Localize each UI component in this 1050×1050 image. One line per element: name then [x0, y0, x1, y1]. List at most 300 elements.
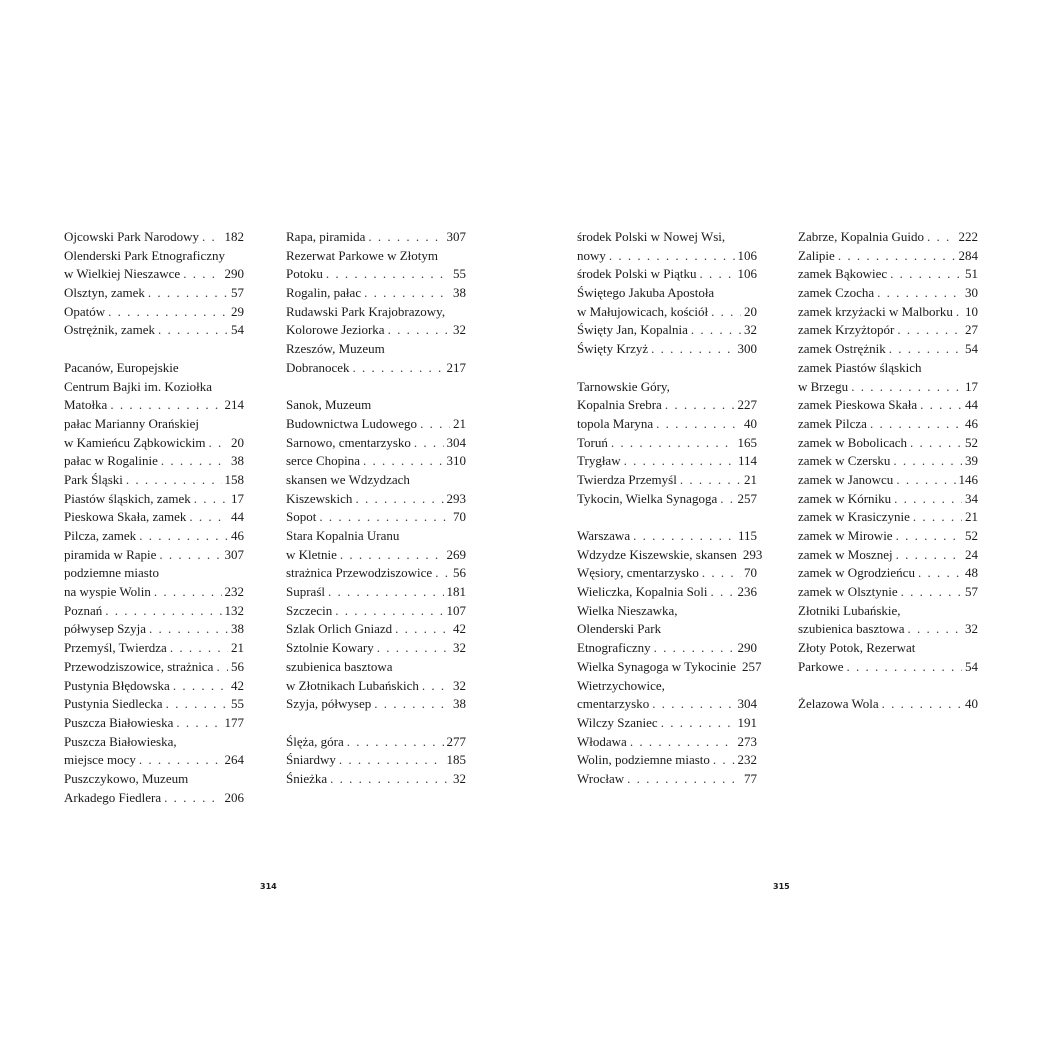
index-entry-term: zamek w Mirowie — [798, 528, 893, 543]
index-entry — [577, 751, 757, 770]
dot-leader — [896, 527, 962, 546]
index-entry-page: 17 — [965, 378, 978, 394]
dot-leader — [202, 228, 221, 247]
index-entry — [286, 508, 466, 527]
index-entry-term: na wyspie Wolin — [64, 584, 151, 600]
index-entry-term: zamek Piastów śląskich — [798, 359, 922, 375]
index-entry-term: zamek w Olsztynie — [798, 584, 898, 600]
index-entry — [286, 677, 466, 696]
dot-leader — [139, 751, 222, 770]
index-entry-continued — [286, 303, 466, 322]
index-entry-page: 39 — [965, 453, 978, 469]
dot-leader — [851, 378, 962, 397]
index-entry — [798, 434, 978, 453]
index-entry-page: 107 — [446, 602, 466, 618]
index-entry — [64, 452, 244, 471]
index-entry-term: Trygław — [577, 453, 621, 469]
index-entry-term: półwysep Szyja — [64, 621, 146, 637]
index-entry-term: w Wielkiej Nieszawce — [64, 266, 181, 282]
index-entry-page: 277 — [446, 733, 466, 749]
dot-leader — [896, 471, 955, 490]
index-entry — [798, 284, 978, 303]
dot-leader — [420, 415, 450, 434]
index-entry-term: Pustynia Siedlecka — [64, 696, 163, 712]
index-entry — [577, 658, 762, 677]
index-entry — [286, 265, 466, 284]
index-entry-term: miejsce mocy — [64, 752, 136, 768]
index-entry-term: Puszcza Białowieska — [64, 714, 174, 730]
index-entry-page: 304 — [737, 696, 757, 712]
dot-leader — [870, 415, 962, 434]
index-entry-term: Arkadego Fiedlera — [64, 789, 162, 805]
index-entry — [577, 415, 757, 434]
dot-leader — [656, 415, 741, 434]
dot-leader — [176, 714, 221, 733]
index-entry-continued — [64, 359, 244, 378]
index-entry-page: 307 — [446, 229, 466, 244]
index-entry-term: Pilcza, zamek — [64, 528, 137, 543]
index-entry-term: Warszawa — [577, 528, 631, 543]
dot-leader — [363, 452, 443, 471]
index-entry-page: 24 — [965, 546, 978, 562]
index-entry — [64, 284, 244, 303]
index-entry-term: szubienica basztowa — [798, 621, 905, 637]
index-entry — [798, 452, 978, 471]
index-entry-page: 182 — [224, 229, 244, 244]
index-entry-page: 214 — [224, 397, 244, 413]
index-entry — [798, 564, 978, 583]
index-entry-continued — [286, 471, 466, 490]
index-entry — [577, 471, 757, 490]
dot-leader — [108, 303, 228, 322]
index-entry-continued — [64, 564, 244, 583]
index-entry-term: Żelazowa Wola — [798, 696, 879, 712]
index-entry-continued — [64, 415, 244, 434]
dot-leader — [189, 508, 228, 527]
index-entry-term: Wilczy Szaniec — [577, 714, 658, 730]
index-entry-page: 52 — [965, 434, 978, 450]
index-entry-term: Szlak Orlich Gniazd — [286, 621, 393, 637]
index-entry-term: Olsztyn, zamek — [64, 285, 145, 301]
index-entry — [286, 490, 466, 509]
index-entry-continued — [286, 396, 466, 415]
index-entry-term: serce Chopina — [286, 453, 361, 469]
index-entry — [577, 583, 757, 602]
dot-leader — [368, 228, 443, 247]
index-entry-page: 77 — [744, 770, 757, 786]
index-entry — [798, 527, 978, 546]
index-entry — [286, 564, 466, 583]
index-entry — [798, 265, 978, 284]
dot-leader — [680, 471, 741, 490]
index-entry — [798, 546, 978, 565]
dot-leader — [847, 658, 963, 677]
dot-leader — [609, 247, 735, 266]
dot-leader — [148, 284, 228, 303]
index-entry-page: 56 — [453, 565, 466, 581]
index-entry — [577, 265, 757, 284]
index-entry-page: 232 — [224, 584, 244, 600]
index-entry-page: 38 — [231, 453, 244, 469]
index-entry — [577, 396, 757, 415]
index-entry — [798, 228, 978, 247]
index-entry-continued — [798, 359, 978, 378]
index-entry-term: Olenderski Park Etnograficzny — [64, 247, 226, 263]
index-entry-page: 20 — [744, 303, 757, 319]
index-entry-page: 42 — [453, 621, 466, 637]
index-entry-term: Park Śląski — [64, 471, 123, 487]
dot-leader — [126, 471, 222, 490]
dot-leader — [422, 677, 450, 696]
index-entry — [577, 546, 763, 565]
index-entry-term: Tarnowskie Góry, — [577, 378, 670, 394]
dot-leader — [355, 490, 443, 509]
index-entry-page: 290 — [737, 640, 757, 656]
index-entry-page: 32 — [965, 621, 978, 637]
dot-leader — [897, 321, 962, 340]
index-entry-page: 32 — [744, 322, 757, 338]
index-entry-page: 132 — [224, 602, 244, 618]
index-entry-page: 310 — [446, 453, 466, 469]
index-entry-term: pałac w Rogalinie — [64, 453, 158, 469]
index-entry-page: 56 — [231, 658, 244, 674]
index-entry-term: Ślęża, góra — [286, 733, 344, 749]
dot-leader — [894, 490, 962, 509]
index-entry-page: 264 — [224, 752, 244, 768]
dot-leader — [882, 695, 962, 714]
index-entry-term: skansen we Wdzydzach — [286, 471, 410, 487]
index-entry-page: 32 — [453, 770, 466, 786]
index-entry-page: 106 — [737, 247, 757, 263]
dot-leader — [105, 602, 221, 621]
index-entry — [798, 415, 978, 434]
index-entry-continued — [64, 247, 244, 266]
index-entry-term: w Złotnikach Lubańskich — [286, 677, 419, 693]
index-entry — [286, 583, 466, 602]
index-entry-term: Szczecin — [286, 602, 333, 618]
index-entry-term: zamek w Kórniku — [798, 490, 892, 506]
dot-leader — [913, 508, 962, 527]
index-entry-term: pałac Marianny Orańskiej — [64, 415, 200, 431]
index-entry-term: w Kamieńcu Ząbkowickim — [64, 434, 206, 450]
index-entry-term: Etnograficzny — [577, 640, 651, 656]
index-entry-term: Śnieżka — [286, 770, 328, 786]
index-entry-term: Sztolnie Kowary — [286, 640, 374, 656]
dot-leader — [435, 564, 450, 583]
index-entry-page: 158 — [224, 471, 244, 487]
index-entry-continued — [286, 527, 466, 546]
index-entry — [64, 620, 244, 639]
index-entry-term: Wietrzychowice, — [577, 677, 665, 693]
index-entry-term: szubienica basztowa — [286, 658, 393, 674]
dot-leader — [661, 714, 735, 733]
dot-leader — [319, 508, 450, 527]
dot-leader — [388, 321, 450, 340]
index-entry — [798, 508, 978, 527]
index-entry-term: w Brzegu — [798, 378, 849, 394]
dot-leader — [158, 321, 228, 340]
index-entry-term: Przemyśl, Twierdza — [64, 640, 167, 656]
index-entry-term: zamek Pilcza — [798, 415, 867, 431]
index-entry — [577, 770, 757, 789]
index-entry — [64, 303, 244, 322]
index-entry — [286, 751, 466, 770]
index-entry-term: Rzeszów, Muzeum — [286, 341, 385, 357]
index-entry-term: Olenderski Park — [577, 621, 662, 637]
index-entry-continued — [577, 620, 757, 639]
dot-leader — [711, 583, 735, 602]
index-entry — [798, 396, 978, 415]
index-entry — [64, 508, 244, 527]
index-entry-term: Supraśl — [286, 584, 325, 600]
index-entry-term: Puszczykowo, Muzeum — [64, 770, 189, 786]
index-entry-page: 17 — [231, 490, 244, 506]
index-column-314-b — [286, 228, 466, 789]
index-entry-term: Potoku — [286, 266, 323, 282]
index-entry-term: Święty Krzyż — [577, 341, 649, 357]
index-entry-term: Kiszewskich — [286, 490, 353, 506]
index-entry-term: Złotniki Lubańskie, — [798, 602, 901, 618]
index-entry-term: Złoty Potok, Rezerwat — [798, 640, 916, 656]
index-entry — [577, 564, 757, 583]
index-entry — [798, 695, 978, 714]
index-entry-page: 55 — [453, 266, 466, 282]
index-entry-term: Rezerwat Parkowe w Złotym — [286, 247, 438, 263]
index-entry-page: 70 — [453, 509, 466, 525]
index-letter-gap — [286, 378, 466, 397]
index-entry — [577, 527, 757, 546]
index-letter-gap — [577, 508, 757, 527]
index-entry — [64, 714, 244, 733]
index-entry — [286, 434, 466, 453]
index-entry-page: 32 — [453, 322, 466, 338]
index-column-315-a — [577, 228, 763, 789]
index-entry-page: 32 — [453, 640, 466, 656]
index-entry-term: Kolorowe Jeziorka — [286, 322, 385, 338]
index-entry-term: Wolin, podziemne miasto — [577, 752, 710, 768]
index-entry-page: 55 — [231, 696, 244, 712]
dot-leader — [173, 677, 228, 696]
index-entry-term: zamek Ostrężnik — [798, 341, 886, 357]
index-entry — [64, 639, 244, 658]
index-entry — [286, 733, 466, 752]
index-entry — [798, 378, 978, 397]
dot-leader — [691, 321, 741, 340]
index-entry-term: Wieliczka, Kopalnia Soli — [577, 584, 708, 600]
dot-leader — [377, 639, 450, 658]
index-entry — [64, 434, 244, 453]
index-entry — [798, 658, 978, 677]
index-entry-term: Opatów — [64, 303, 106, 319]
index-entry — [577, 340, 757, 359]
index-entry-term: Ostrężnik, zamek — [64, 322, 155, 338]
index-entry-page: 38 — [231, 621, 244, 637]
index-entry-page: 177 — [224, 714, 244, 730]
index-entry-page: 70 — [744, 565, 757, 581]
index-entry-term: Poznań — [64, 602, 103, 618]
index-entry-term: Zabrze, Kopalnia Guido — [798, 229, 924, 244]
dot-leader — [149, 620, 228, 639]
index-entry-term: Rogalin, pałac — [286, 285, 362, 301]
index-entry-continued — [64, 770, 244, 789]
index-entry-page: 20 — [231, 434, 244, 450]
index-entry-term: Szyja, półwysep — [286, 696, 372, 712]
dot-leader — [893, 452, 962, 471]
index-entry-term: Parkowe — [798, 658, 844, 674]
index-entry-page: 40 — [965, 696, 978, 712]
dot-leader — [700, 265, 735, 284]
dot-leader — [702, 564, 741, 583]
index-entry — [64, 658, 244, 677]
index-entry-page: 44 — [965, 397, 978, 413]
index-letter-gap — [64, 340, 244, 359]
index-letter-gap — [286, 714, 466, 733]
dot-leader — [216, 658, 228, 677]
index-entry-page: 40 — [744, 415, 757, 431]
index-entry-page: 46 — [965, 415, 978, 431]
index-entry-term: Ojcowski Park Narodowy — [64, 229, 200, 244]
index-entry-continued — [798, 602, 978, 621]
index-entry-page: 146 — [958, 471, 978, 487]
index-entry — [286, 284, 466, 303]
dot-leader — [720, 490, 734, 509]
index-column-314-a — [64, 228, 244, 807]
dot-leader — [651, 340, 734, 359]
index-entry-term: Świętego Jakuba Apostoła — [577, 285, 715, 301]
index-entry-page: 42 — [231, 677, 244, 693]
index-entry-term: Sopot — [286, 509, 317, 525]
index-entry-page: 232 — [737, 752, 757, 768]
index-entry-continued — [577, 677, 757, 696]
dot-leader — [896, 546, 962, 565]
index-entry-term: strażnica Przewodziszowice — [286, 565, 433, 581]
index-entry — [798, 303, 978, 322]
index-entry-page: 57 — [965, 584, 978, 600]
dot-leader — [164, 789, 221, 808]
index-entry-term: Budownictwa Ludowego — [286, 415, 418, 431]
index-entry — [64, 677, 244, 696]
index-entry-continued — [798, 639, 978, 658]
index-entry — [577, 321, 757, 340]
dot-leader — [890, 265, 962, 284]
index-entry — [286, 415, 466, 434]
index-entry-term: Tykocin, Wielka Synagoga — [577, 490, 718, 506]
index-entry-page: 293 — [742, 546, 763, 562]
index-entry-continued — [286, 658, 466, 677]
index-entry-term: Twierdza Przemyśl — [577, 471, 677, 487]
dot-leader — [927, 228, 956, 247]
index-entry-page: 273 — [737, 733, 757, 749]
index-entry-term: Wdzydze Kiszewskie, skansen — [577, 546, 737, 562]
index-entry — [286, 359, 466, 378]
dot-leader — [907, 620, 962, 639]
index-entry-page: 257 — [741, 658, 762, 674]
index-entry-page: 57 — [231, 285, 244, 301]
dot-leader — [611, 434, 735, 453]
index-entry-page: 181 — [446, 584, 466, 600]
dot-leader — [414, 434, 444, 453]
dot-leader — [353, 359, 444, 378]
index-entry-page: 300 — [737, 341, 757, 357]
index-entry-term: zamek w Janowcu — [798, 471, 894, 487]
index-entry-page: 10 — [965, 303, 978, 319]
index-entry-continued — [286, 247, 466, 266]
index-entry-page: 185 — [446, 752, 466, 768]
dot-leader — [139, 527, 228, 546]
index-entry — [64, 789, 244, 808]
index-entry-page: 284 — [958, 247, 978, 263]
index-entry-page: 191 — [737, 714, 757, 730]
page-number-right: 315 — [773, 882, 790, 891]
index-entry-page: 51 — [965, 266, 978, 282]
index-entry-term: zamek krzyżacki w Malborku — [798, 303, 953, 319]
index-entry-term: zamek w Bobolicach — [798, 434, 908, 450]
index-entry-continued — [577, 378, 757, 397]
index-entry-page: 29 — [231, 303, 244, 319]
index-entry-page: 52 — [965, 528, 978, 543]
index-entry-page: 48 — [965, 565, 978, 581]
index-entry-term: Pacanów, Europejskie — [64, 359, 179, 375]
index-entry — [286, 620, 466, 639]
dot-leader — [170, 639, 228, 658]
index-entry-page: 217 — [446, 359, 466, 375]
index-entry-term: zamek Pieskowa Skała — [798, 397, 918, 413]
index-entry-page: 290 — [224, 266, 244, 282]
index-entry-term: Dobranocek — [286, 359, 350, 375]
index-entry-term: Święty Jan, Kopalnia — [577, 322, 688, 338]
index-entry-term: Pieskowa Skała, zamek — [64, 509, 187, 525]
index-entry-term: Rapa, piramida — [286, 229, 366, 244]
dot-leader — [877, 284, 962, 303]
index-entry-continued — [577, 284, 757, 303]
index-entry-page: 236 — [737, 584, 757, 600]
index-entry-continued — [64, 378, 244, 397]
index-entry — [64, 751, 244, 770]
dot-leader — [395, 620, 450, 639]
index-entry — [798, 471, 978, 490]
dot-leader — [330, 770, 450, 789]
index-entry — [577, 452, 757, 471]
index-entry-term: Puszcza Białowieska, — [64, 733, 177, 749]
index-entry-term: zamek w Krasiczynie — [798, 509, 910, 525]
dot-leader — [328, 583, 444, 602]
index-entry-term: Piastów śląskich, zamek — [64, 490, 191, 506]
index-entry-page: 32 — [453, 677, 466, 693]
index-entry — [64, 490, 244, 509]
index-entry-term: Wrocław — [577, 770, 625, 786]
dot-leader — [159, 546, 221, 565]
index-entry — [577, 695, 757, 714]
index-entry-continued — [577, 228, 757, 247]
index-entry-page: 46 — [231, 528, 244, 543]
index-entry — [64, 265, 244, 284]
index-entry — [286, 452, 466, 471]
dot-leader — [711, 303, 741, 322]
index-entry-term: Rudawski Park Krajobrazowy, — [286, 303, 446, 319]
index-entry — [798, 583, 978, 602]
dot-leader — [889, 340, 962, 359]
index-entry-continued — [64, 733, 244, 752]
index-entry-page: 293 — [446, 490, 466, 506]
index-entry-term: Stara Kopalnia Uranu — [286, 528, 400, 543]
index-entry-page: 115 — [737, 528, 757, 543]
index-entry — [286, 602, 466, 621]
dot-leader — [838, 247, 956, 266]
dot-leader — [183, 265, 221, 284]
dot-leader — [154, 583, 222, 602]
index-entry-page: 21 — [231, 640, 244, 656]
dot-leader — [713, 751, 735, 770]
